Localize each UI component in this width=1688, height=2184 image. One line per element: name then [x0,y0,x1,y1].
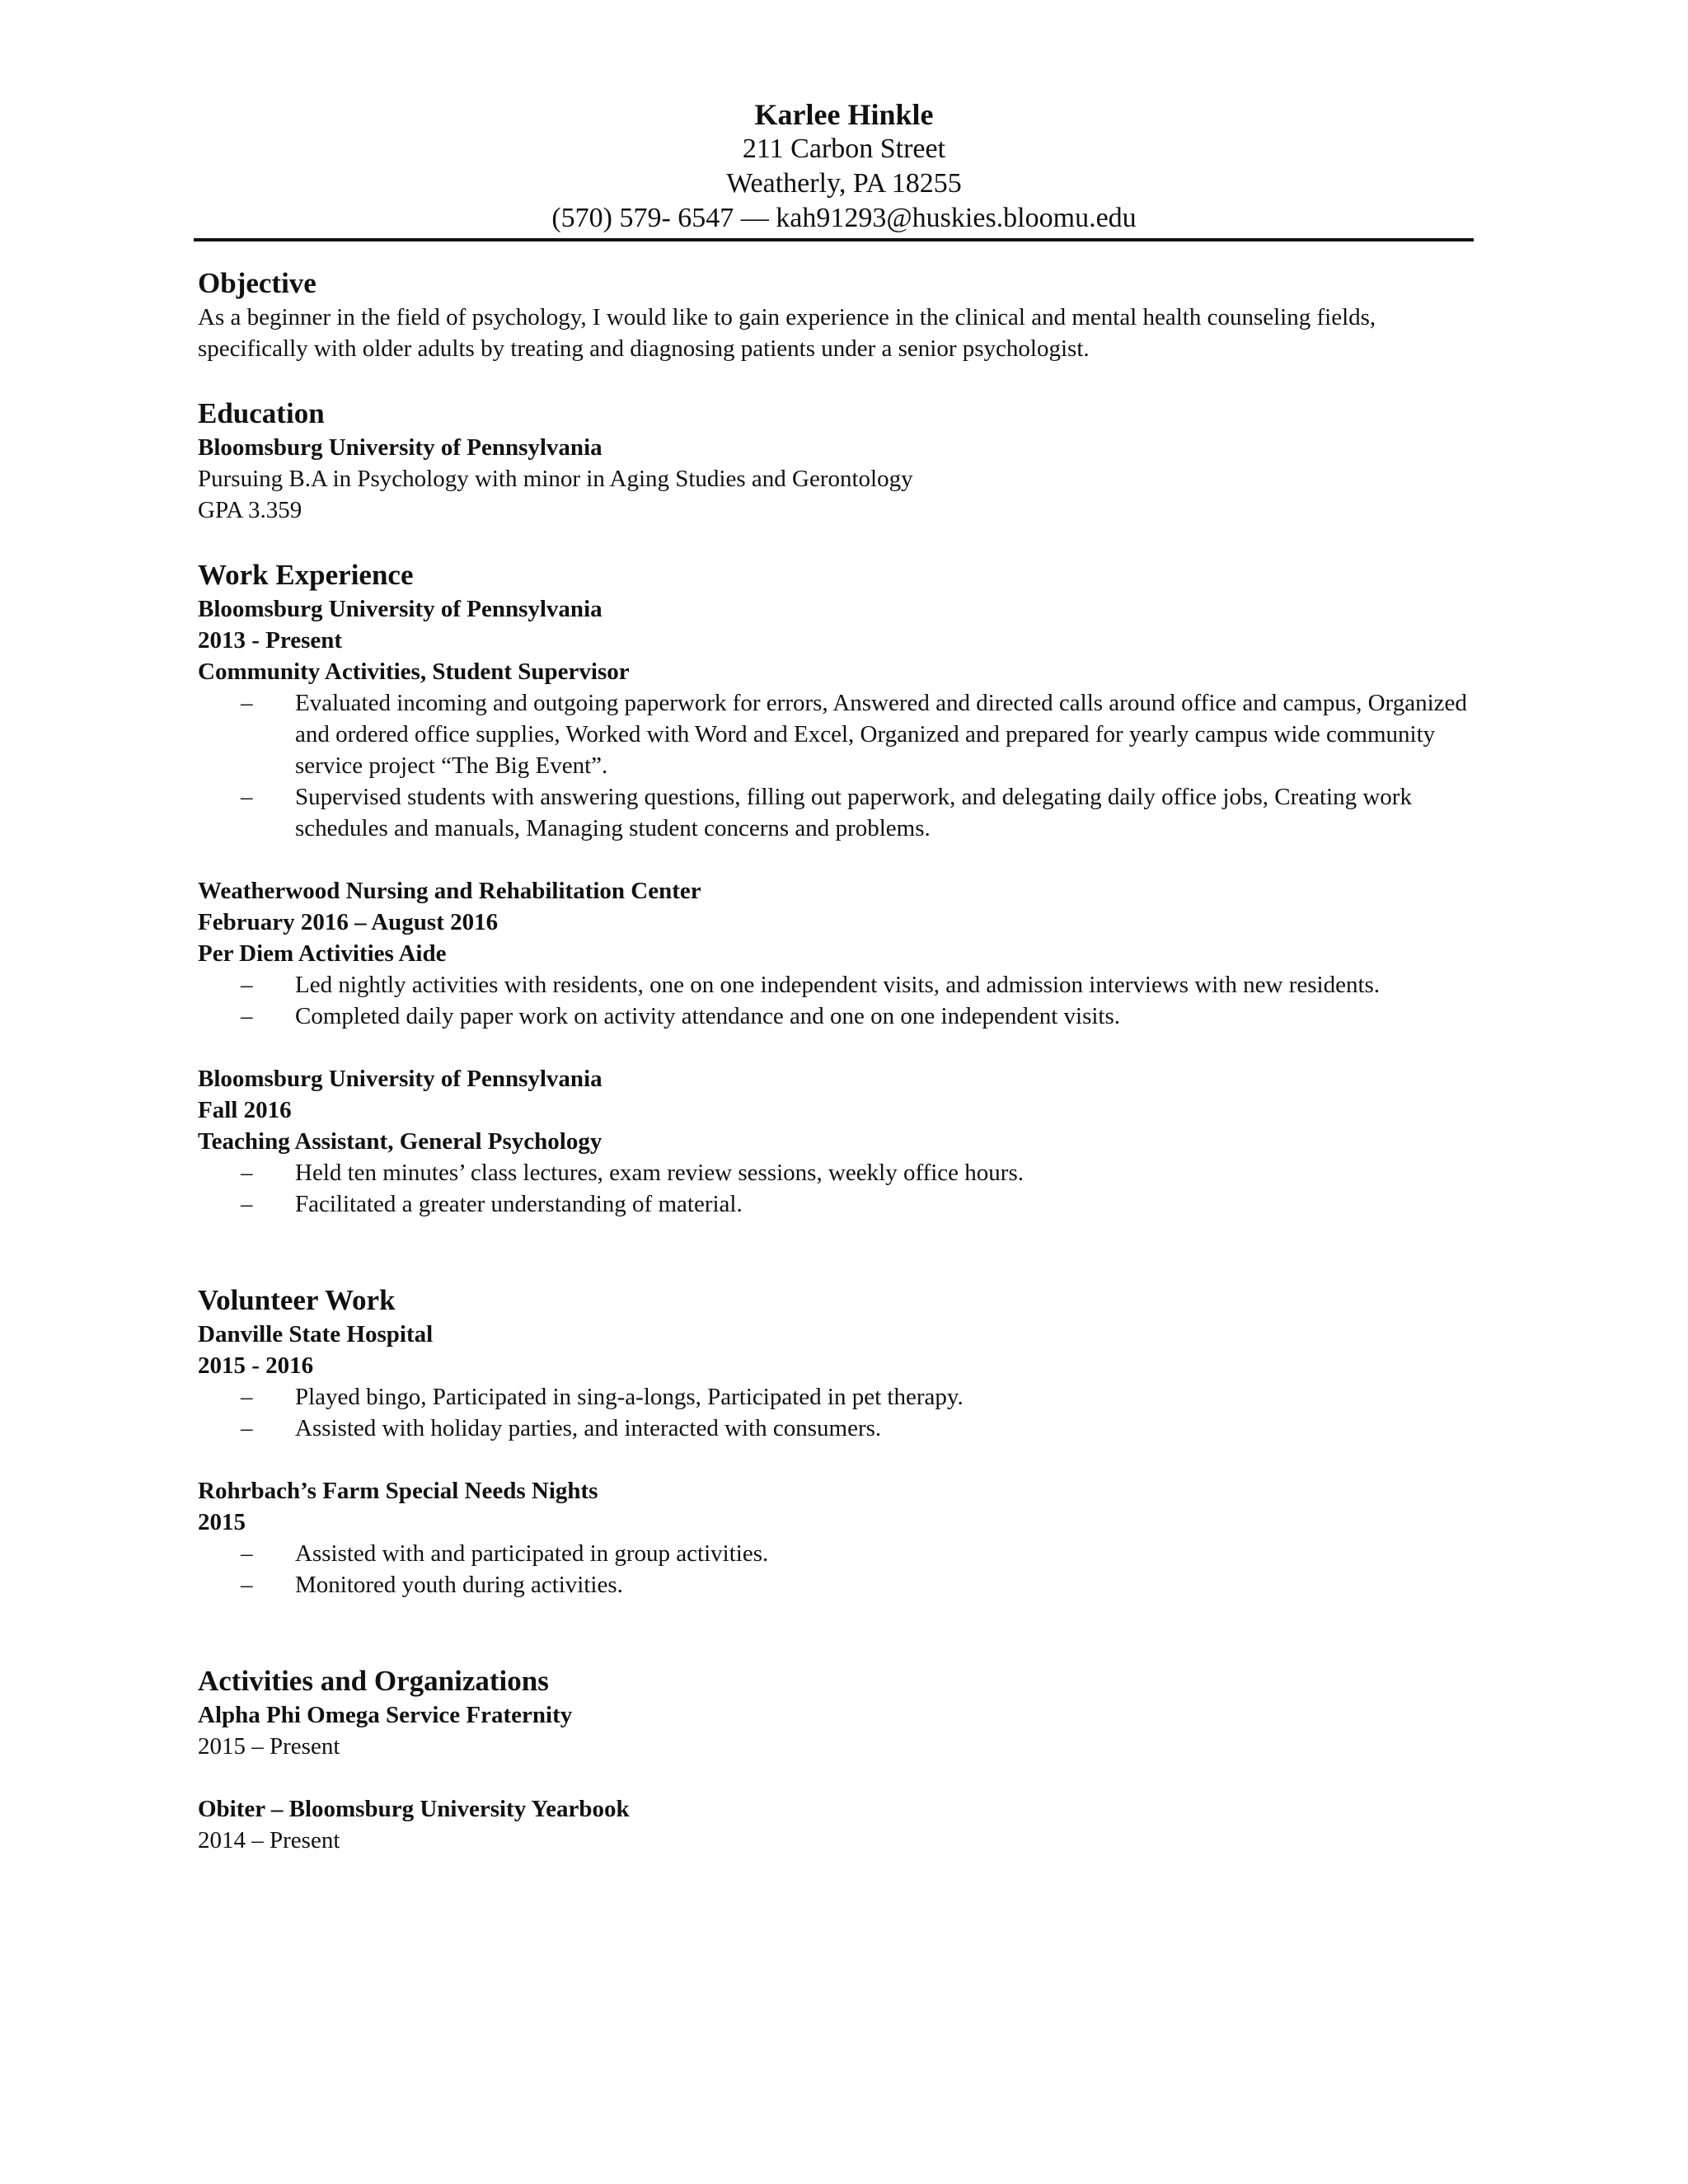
objective-text: As a beginner in the field of psychology, I would like to gain experience in the clinical and mental health counseling fields, specifically with older adults by treating and diagnosing patients under a senior psychologist. [198,304,1376,362]
section-spacer [198,1220,1484,1282]
activity-org: Alpha Phi Omega Service Fraternity [198,1702,573,1728]
bullet-item: – Evaluated incoming and outgoing paperwork for errors, Answered and directed calls around office and campus, Organized and ordered office supplies, Worked with Word and Excel, Organized and prepared for yearly campus wide community service project “The Big Event”. [198,687,1484,781]
volunteer-entry [198,1475,1484,1601]
work-bullets [198,687,1484,844]
education-gpa: GPA 3.359 [198,497,302,523]
section-title-activities: Activities and Organizations [198,1665,549,1697]
bullet-item: – Completed daily paper work on activity attendance and one on one independent visits. [198,1001,1484,1032]
work-org: Bloomsburg University of Pennsylvania [198,1066,603,1092]
work-section [198,557,1484,1220]
section-spacer [198,1601,1484,1663]
section-title-objective: Objective [198,267,316,299]
bullet-item: – Assisted with and participated in group activities. [198,1538,1484,1569]
resume-body [198,265,1484,1856]
volunteer-org: Rohrbach’s Farm Special Needs Nights [198,1478,598,1504]
education-school: Bloomsburg University of Pennsylvania [198,434,603,461]
bullet-item: – Facilitated a greater understanding of material. [198,1188,1484,1220]
work-entry [198,1063,1484,1220]
section-spacer [198,526,1484,557]
resume-header [0,97,1688,236]
bullet-item: – Held ten minutes’ class lectures, exam review sessions, weekly office hours. [198,1157,1484,1188]
volunteer-dates: 2015 - 2016 [198,1352,314,1379]
volunteer-entry [198,1319,1484,1444]
entry-spacer [198,1762,1484,1793]
volunteer-bullets [198,1538,1484,1601]
header-divider [194,238,1474,241]
work-org: Weatherwood Nursing and Rehabilitation Center [198,878,701,904]
work-bullets [198,1157,1484,1220]
activity-dates: 2014 – Present [198,1827,340,1854]
section-title-education: Education [198,397,325,429]
bullet-item: – Assisted with holiday parties, and interacted with consumers. [198,1413,1484,1444]
work-dates: Fall 2016 [198,1097,292,1123]
bullet-item: – Played bingo, Participated in sing-a-longs, Participated in pet therapy. [198,1381,1484,1413]
activity-entry [198,1699,1484,1762]
work-role: Per Diem Activities Aide [198,940,447,967]
entry-spacer [198,1444,1484,1475]
volunteer-org: Danville State Hospital [198,1321,434,1347]
activities-section [198,1663,1484,1856]
volunteer-dates: 2015 [198,1509,246,1535]
education-degree: Pursuing B.A in Psychology with minor in Aging Studies and Gerontology [198,466,913,492]
section-title-volunteer: Volunteer Work [198,1284,396,1316]
section-title-work: Work Experience [198,559,414,591]
work-dates: 2013 - Present [198,627,343,654]
city-state-zip: Weatherly, PA 18255 [726,168,962,199]
bullet-item: – Supervised students with answering questions, filling out paperwork, and delegating daily office jobs, Creating work schedules and manuals, Managing student concerns and problems. [198,781,1484,844]
applicant-name: Karlee Hinkle [754,98,934,131]
work-role: Teaching Assistant, General Psychology [198,1128,603,1155]
education-section [198,396,1484,526]
section-spacer [198,364,1484,396]
activity-entry [198,1793,1484,1856]
bullet-item: – Led nightly activities with residents, one on one independent visits, and admission interviews with new residents. [198,969,1484,1001]
contact-line: (570) 579- 6547 — kah91293@huskies.bloomu.edu [551,203,1137,233]
bullet-item: – Monitored youth during activities. [198,1569,1484,1601]
work-role: Community Activities, Student Supervisor [198,658,630,685]
work-bullets [198,969,1484,1032]
work-dates: February 2016 – August 2016 [198,909,499,935]
work-org: Bloomsburg University of Pennsylvania [198,596,603,622]
work-entry [198,593,1484,844]
volunteer-section [198,1282,1484,1601]
street-address: 211 Carbon Street [742,134,946,164]
activity-org: Obiter – Bloomsburg University Yearbook [198,1796,630,1822]
activity-dates: 2015 – Present [198,1733,340,1760]
entry-spacer [198,844,1484,875]
entry-spacer [198,1032,1484,1063]
objective-section [198,265,1484,364]
volunteer-bullets [198,1381,1484,1444]
work-entry [198,875,1484,1032]
